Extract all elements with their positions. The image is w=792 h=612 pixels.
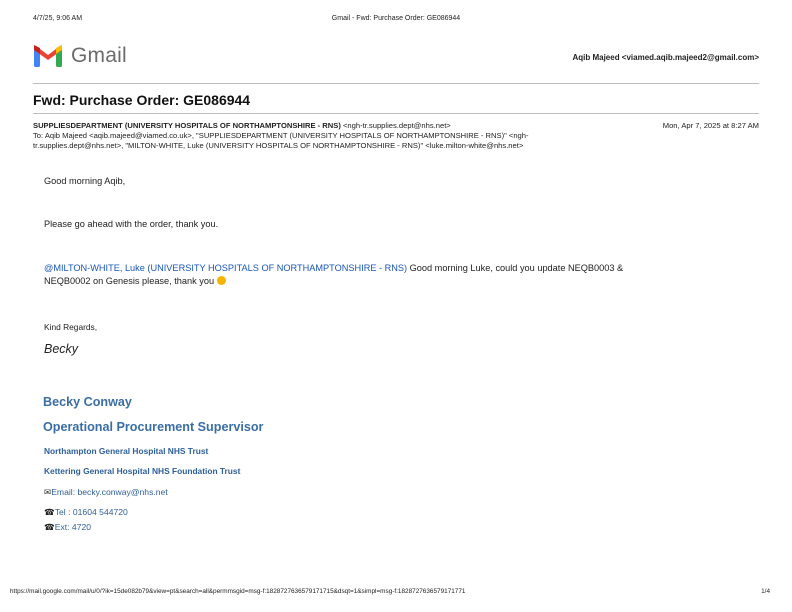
signature-email-link[interactable]: becky.conway@nhs.net	[77, 487, 168, 497]
gmail-m-icon	[33, 44, 63, 68]
phone-icon: ☎	[44, 522, 55, 532]
signature-ext: 4720	[71, 522, 92, 532]
mention-paragraph	[44, 262, 764, 288]
gmail-logo	[33, 44, 127, 68]
signature-ext-row	[44, 522, 91, 533]
sign-name: Becky	[44, 342, 79, 356]
email-to-row	[33, 131, 759, 151]
account-label: Aqib Majeed <viamed.aqib.majeed2@gmail.com>	[572, 53, 759, 62]
email-from-row	[33, 121, 759, 131]
divider	[33, 83, 759, 84]
signature-title: Operational Procurement Supervisor	[43, 420, 264, 434]
print-url: https://mail.google.com/mail/u/0/?ik=15de082b79&view=pt&search=all&permmsgid=msg-f:1828727636579171715&dsqt=1&simpl=msg-f:1828727636579171771	[10, 588, 466, 595]
divider	[33, 113, 759, 114]
to-line-1: To: Aqib Majeed <aqib.majeed@viamed.co.uk>, "SUPPLIESDEPARTMENT (UNIVERSITY HOSPITALS OF NORTHAMPTONSHIRE - RNS)" <ngh-	[33, 131, 529, 140]
email-label: Email:	[51, 487, 78, 497]
greeting: Good morning Aqib,	[44, 176, 126, 186]
ext-label: Ext:	[54, 522, 72, 532]
print-title: Gmail - Fwd: Purchase Order: GE086944	[331, 15, 461, 22]
mention-text-2: NEQB0002 on Genesis please, thank you	[44, 276, 217, 286]
tel-label: Tel :	[54, 507, 73, 517]
page-number: 1/4	[761, 588, 770, 595]
phone-icon: ☎	[44, 507, 55, 517]
to-line-2: tr.supplies.dept@nhs.net>, "MILTON-WHITE, Luke (UNIVERSITY HOSPITALS OF NORTHAMPTONSHIRE - RNS)" <luke.milton-white@nhs.net>	[33, 141, 524, 150]
mention-link[interactable]: @MILTON-WHITE, Luke (UNIVERSITY HOSPITALS OF NORTHAMPTONSHIRE - RNS)	[44, 263, 408, 273]
signature-tel: 01604 544720	[72, 507, 128, 517]
signature-org-1: Northampton General Hospital NHS Trust	[44, 446, 209, 456]
body-line: Please go ahead with the order, thank you.	[44, 219, 219, 229]
from-address: <ngh-tr.supplies.dept@nhs.net>	[340, 121, 451, 130]
mention-text: Good morning Luke, could you update NEQB0003 &	[407, 263, 624, 273]
email-subject: Fwd: Purchase Order: GE086944	[33, 92, 251, 108]
signature-email-row	[44, 487, 168, 498]
smile-emoji-icon	[217, 276, 226, 285]
print-datetime: 4/7/25, 9:06 AM	[33, 15, 83, 22]
gmail-wordmark: Gmail	[71, 44, 127, 67]
envelope-icon: ✉	[44, 487, 52, 497]
signature-name: Becky Conway	[43, 395, 132, 409]
signature-org-2: Kettering General Hospital NHS Foundation Trust	[44, 466, 241, 476]
email-date: Mon, Apr 7, 2025 at 8:27 AM	[662, 121, 759, 130]
signature-tel-row	[44, 507, 128, 518]
from-name: SUPPLIESDEPARTMENT (UNIVERSITY HOSPITALS OF NORTHAMPTONSHIRE - RNS)	[33, 121, 341, 130]
regards: Kind Regards,	[44, 322, 98, 332]
